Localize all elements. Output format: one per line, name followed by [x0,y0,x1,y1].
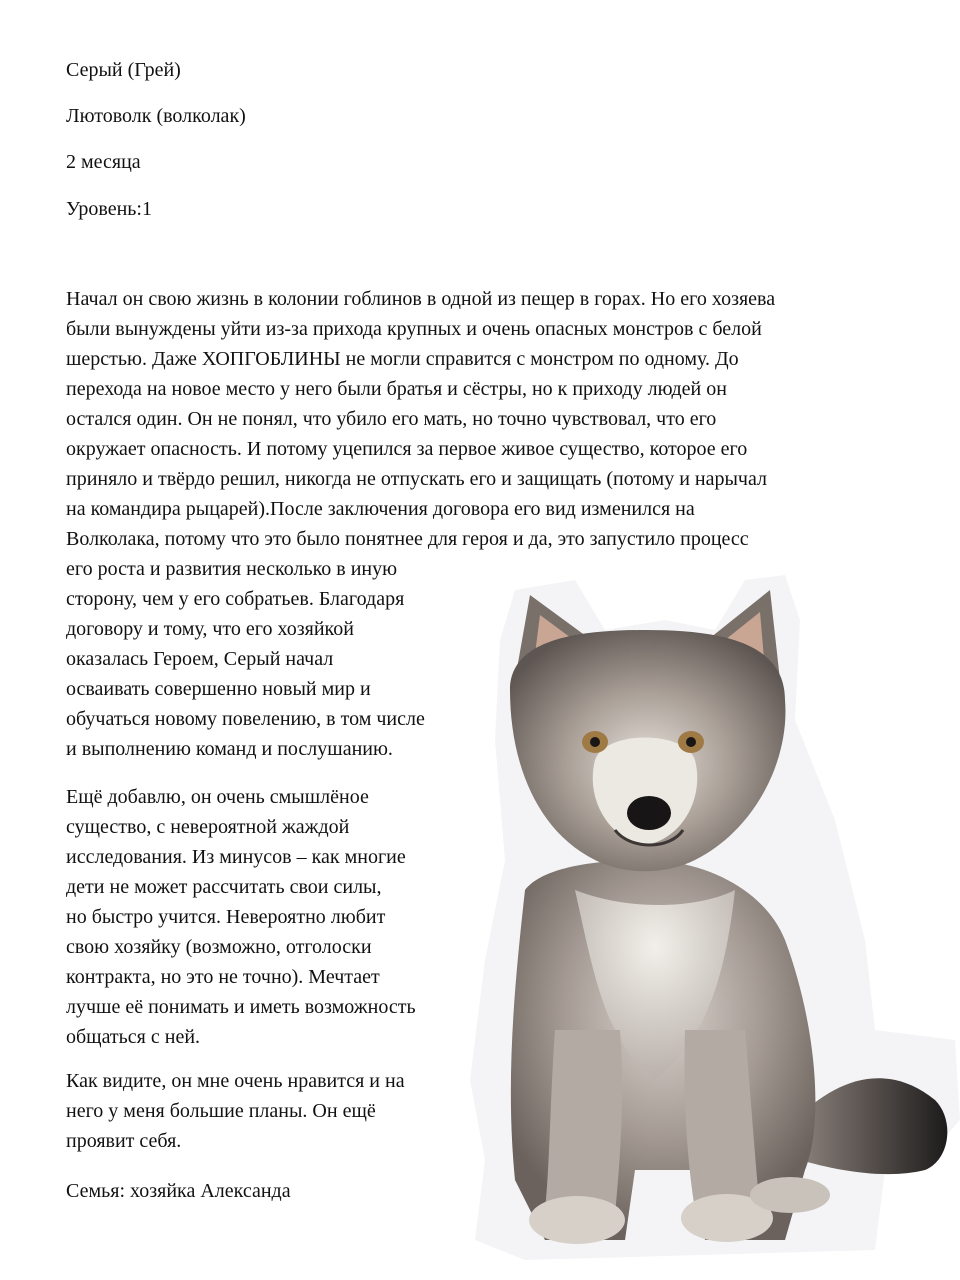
story-line: окружает опасность. И потому уцепился за первое живое существо, которое его [66,438,748,460]
traits-line: существо, с невероятной жаждой [66,816,350,838]
traits-line: дети не может рассчитать свои силы, [66,876,382,898]
story-line: приняло и твёрдо решил, никогда не отпускать его и защищать (потому и нарычал [66,468,768,490]
closing-line: проявит себя. [66,1130,182,1152]
story-line: перехода на новое место у него были братья и сёстры, но к приходу людей он [66,378,727,400]
traits-line: общаться с ней. [66,1026,201,1048]
character-level: Уровень:1 [66,198,152,220]
story-line: осваивать совершенно новый мир и [66,678,371,700]
story-line: обучаться новому повелению, в том числе [66,708,425,730]
traits-line: Ещё добавлю, он очень смышлёное [66,786,369,808]
character-age: 2 месяца [66,151,141,173]
closing-line: него у меня большие планы. Он ещё [66,1100,376,1122]
wolf-pup-image [455,560,960,1265]
story-line: Начал он свою жизнь в колонии гоблинов в одной из пещер в горах. Но его хозяева [66,288,776,310]
closing-line: Как видите, он мне очень нравится и на [66,1070,405,1092]
character-species: Лютоволк (волколак) [66,105,246,127]
character-name: Серый (Грей) [66,59,181,81]
wolf-leg-left [545,1030,622,1215]
family-line: Семья: хозяйка Александа [66,1180,291,1202]
wolf-paw-back [750,1177,830,1213]
traits-paragraph [66,782,476,1052]
closing-paragraph [66,1066,466,1156]
wolf-nose [627,796,671,830]
traits-line: лучше её понимать и иметь возможность [66,996,416,1018]
story-line: сторону, чем у его собратьев. Благодаря [66,588,405,610]
traits-line: исследования. Из минусов – как многие [66,846,406,868]
traits-line: но быстро учится. Невероятно любит [66,906,386,928]
story-line: были вынуждены уйти из-за прихода крупных и очень опасных монстров с белой [66,318,762,340]
story-line: договору и тому, что его хозяйкой [66,618,354,640]
story-paragraph-continued [66,554,486,764]
story-paragraph [66,284,896,554]
traits-line: контракта, но это не точно). Мечтает [66,966,380,988]
story-line: оказалась Героем, Серый начал [66,648,334,670]
story-line: Волколака, потому что это было понятнее для героя и да, это запустило процесс [66,528,749,550]
traits-line: свою хозяйку (возможно, отголоски [66,936,372,958]
story-line: на командира рыцарей).После заключения договора его вид изменился на [66,498,695,520]
story-line: его роста и развития несколько в иную [66,558,398,580]
wolf-paw-left [529,1196,625,1244]
story-line: и выполнению команд и послушанию. [66,738,393,760]
story-line: шерстью. Даже ХОПГОБЛИНЫ не могли справится с монстром по одному. До [66,348,739,370]
story-line: остался один. Он не понял, что убило его мать, но точно чувствовал, что его [66,408,717,430]
